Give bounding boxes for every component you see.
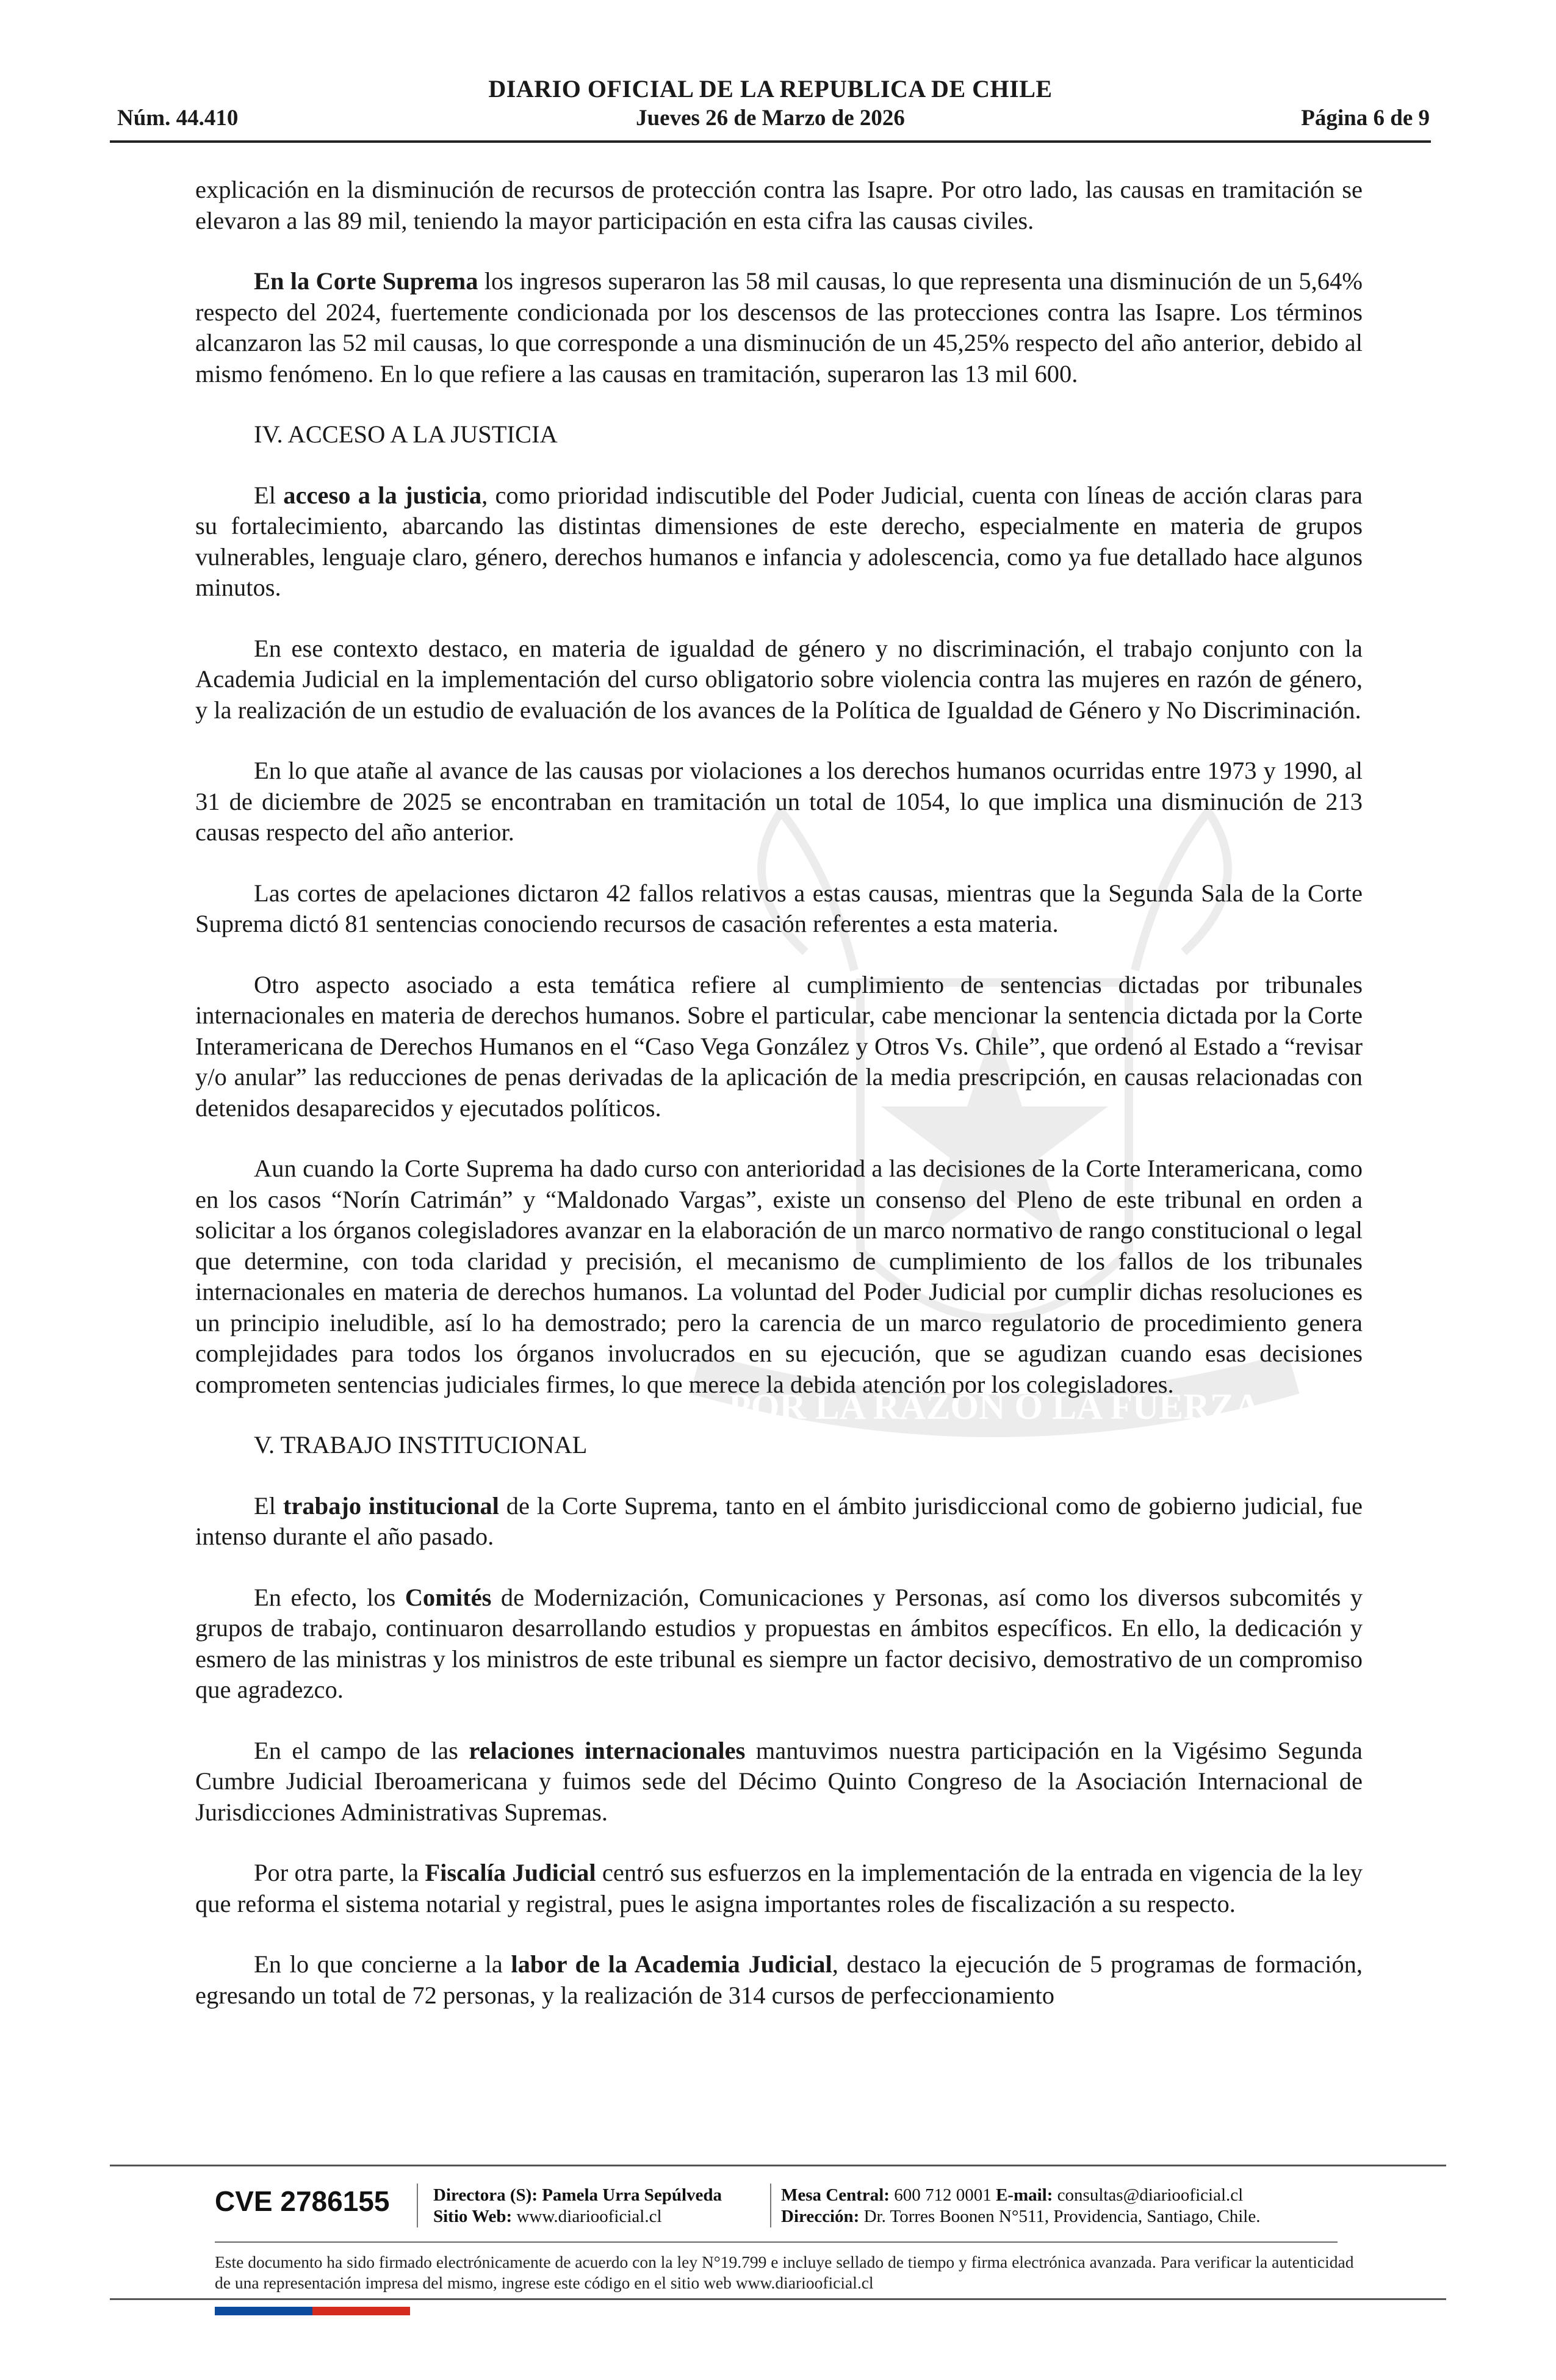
paragraph: En lo que atañe al avance de las causas por violaciones a los derechos humanos ocurridas entre 1973 y 1990, al 31 de diciembre de 2025 se encontraban en tramitación un total de 1054, lo que implica una disminución de 213 causas respecto del año anterior. — [195, 757, 1363, 846]
director-label: Directora (S): Pamela Urra Sepúlveda — [433, 2185, 722, 2205]
footer-inner-divider — [215, 2241, 1338, 2243]
address-text: Dr. Torres Boonen N°511, Providencia, Santiago, Chile. — [859, 2207, 1261, 2226]
paragraph: Las cortes de apelaciones dictaron 42 fallos relativos a estas causas, mientras que la Segunda Sala de la Corte Suprema dictó 81 sentencias conociendo recursos de casación referentes a esta materia. — [195, 879, 1363, 937]
flag-red-segment — [312, 2307, 410, 2315]
email-link[interactable]: consultas@diariooficial.cl — [1053, 2185, 1244, 2205]
paragraph: En la Corte Suprema los ingresos superaron las 58 mil causas, lo que representa una disminución de un 5,64% respecto del 2024, fuertemente condicionada por los descensos de las protecciones contra las Isapre. Los términos alcanzaron las 52 mil causas, lo que corresponde a una disminución de un 45,25% respecto del año anterior, debido al mismo fenómeno. En lo que refiere a las causas en tramitación, superaron las 13 mil 600. — [195, 267, 1363, 388]
section-heading-trabajo: V. TRABAJO INSTITUCIONAL — [254, 1431, 588, 1459]
issue-number: Núm. 44.410 — [117, 106, 239, 131]
issue-date: Jueves 26 de Marzo de 2026 — [636, 106, 905, 131]
flag-color-bar — [215, 2307, 410, 2315]
paragraph: explicación en la disminución de recursos de protección contra las Isapre. Por otro lado, las causas en tramitación se elevaron a las 89 mil, teniendo la mayor participación en esta cifra las causas civiles. — [195, 176, 1363, 234]
footer-divider — [110, 2165, 1446, 2166]
motto-text: POR LA RAZON O LA FUERZA — [729, 1387, 1261, 1427]
electronic-signature-notice: Este documento ha sido firmado electrónicamente de acuerdo con la ley N°19.799 e incluye sellado de tiempo y firma electrónica avanzada. Para verificar la autenticidad de una representación impresa del mismo, ingrese este código en el sitio web www.diariooficial.cl — [215, 2252, 1354, 2292]
paragraph: El acceso a la justicia, como prioridad indiscutible del Poder Judicial, cuenta con líneas de acción claras para su fortalecimiento, abarcando las distintas dimensiones de este derecho, especialmente en materia de grupos vulnerables, lenguaje claro, género, derechos humanos e infancia y adolescencia, como ya fue detallado hace algunos minutos. — [195, 481, 1363, 601]
page-header — [110, 74, 1431, 142]
header-divider — [110, 140, 1431, 143]
paragraph: En el campo de las relaciones internacionales mantuvimos nuestra participación en la Vigésimo Segunda Cumbre Judicial Iberoamericana y fuimos sede del Décimo Quinto Congreso de la Asociación Internacional de Jurisdicciones Administrativas Supremas. — [195, 1736, 1363, 1826]
paragraph: Por otra parte, la Fiscalía Judicial centró sus esfuerzos en la implementación de la entrada en vigencia de la ley que reforma el sistema notarial y registral, pues le asigna importantes roles de fiscalización a su respecto. — [195, 1859, 1363, 1917]
article-body — [195, 175, 1363, 2041]
paragraph: El trabajo institucional de la Corte Suprema, tanto en el ámbito jurisdiccional como de gobierno judicial, fue intenso durante el año pasado. — [195, 1491, 1363, 1550]
section-heading-acceso: IV. ACCESO A LA JUSTICIA — [254, 420, 558, 448]
website-link[interactable]: www.diariooficial.cl — [512, 2207, 662, 2226]
footer-bottom-divider — [110, 2298, 1446, 2300]
paragraph: En ese contexto destaco, en materia de igualdad de género y no discriminación, el trabajo conjunto con la Academia Judicial en la implementación del curso obligatorio sobre violencia contra las mujeres en razón de género, y la realización de un estudio de evaluación de los avances de la Política de Igualdad de Género y No Discriminación. — [195, 634, 1363, 724]
paragraph: En lo que concierne a la labor de la Academia Judicial, destaco la ejecución de 5 programas de formación, egresando un total de 72 personas, y la realización de 314 cursos de perfeccionamiento — [195, 1950, 1363, 2009]
paragraph: Otro aspecto asociado a esta temática refiere al cumplimiento de sentencias dictadas por tribunales internacionales en materia de derechos humanos. Sobre el particular, cabe mencionar la sentencia dictada por la Corte Interamericana de Derechos Humanos en el “Caso Vega González y Otros Vs. Chile”, que ordenó al Estado a “revisar y/o anular” las reducciones de penas derivadas de la aplicación de la media prescripción, en causas relacionadas con detenidos desaparecidos y ejecutados políticos. — [195, 970, 1363, 1122]
footer-separator — [417, 2183, 418, 2227]
phone-number: 600 712 0001 — [889, 2185, 996, 2205]
flag-blue-segment — [215, 2307, 312, 2315]
newspaper-title: DIARIO OFICIAL DE LA REPUBLICA DE CHILE — [488, 75, 1053, 103]
paragraph: Aun cuando la Corte Suprema ha dado curso con anterioridad a las decisiones de la Corte Interamericana, como en los casos “Norín Catrimán” y “Maldonado Vargas”, existe un consenso del Pleno de este tribunal en orden a solicitar a los órganos colegisladores avanzar en la elaboración de un marco normativo de rango constitucional o legal que determine, con toda claridad y precisión, el mecanismo de cumplimiento de los fallos de los tribunales internacionales en materia de derechos humanos. La voluntad del Poder Judicial por cumplir dichas resoluciones es un principio ineludible, así lo ha demostrado; pero la carencia de un marco regulatorio de procedimiento genera complejidades para todos los órganos involucrados en su ejecución, que se agudizan cuando esas decisiones comprometen sentencias judiciales firmes, lo que merece la debida atención por los colegisladores. — [195, 1155, 1363, 1398]
footer-separator — [770, 2183, 771, 2227]
paragraph: En efecto, los Comités de Modernización, Comunicaciones y Personas, así como los diversos subcomités y grupos de trabajo, continuaron desarrollando estudios y propuestas en ámbitos específicos. En ello, la dedicación y esmero de las ministras y los ministros de este tribunal es siempre un factor decisivo, demostrativo de un compromiso que agradezco. — [195, 1583, 1363, 1703]
page-number: Página 6 de 9 — [1301, 106, 1430, 131]
footer-contact-block: Mesa Central: 600 712 0001 E-mail: consultas@diariooficial.cl Dirección: Dr. Torres Boonen N°511, Providencia, Santiago, Chile. — [781, 2185, 1261, 2226]
footer-director-block: Directora (S): Pamela Urra Sepúlveda Sitio Web: www.diariooficial.cl — [433, 2185, 722, 2226]
cve-code: CVE 2786155 — [215, 2185, 390, 2217]
